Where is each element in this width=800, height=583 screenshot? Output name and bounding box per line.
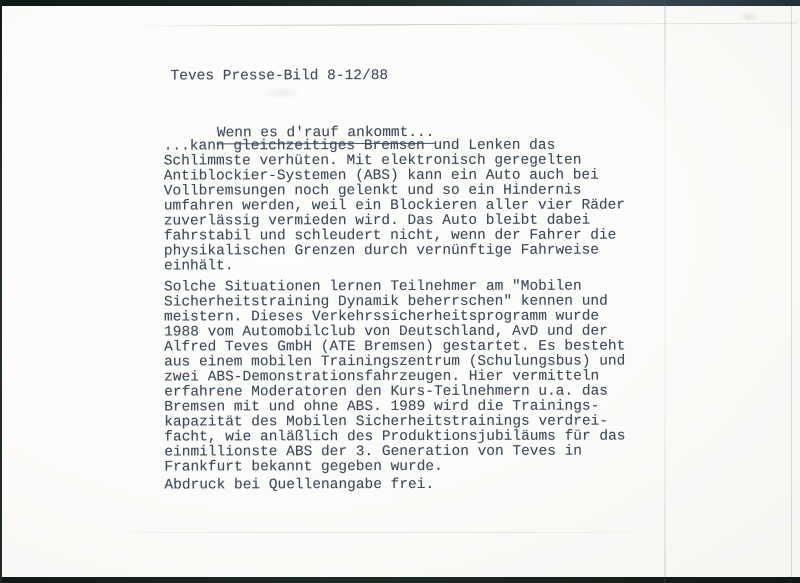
paragraph-2: Solche Situationen lernen Teilnehmer am "Mobilen Sicherheitstraining Dynamik beherrschen" kennen und meistern. Dieses Verkehrssicherheitsprogramm wurde 1988 vom Automobilclub von Deutschland, AvD und der Alfred Teves GmbH (ATE Bremsen) gestartet. Es besteht aus einem mobilen Trainingszentrum (Schulungsbus) und zwei ABS-Demonstrationsfahrzeugen. Hier vermitteln erfahrene Moderatoren den Kurs-Teilnehmern u.a. das Bremsen mit und ohne ABS. 1989 wird die Trainings- kapazität des Mobilen Sicherheitstrainings verdrei- facht, wie anläßlich des Produktionsjubiläums für das einmillionste ABS der 3. Generation von Teves in Frankfurt bekannt gegeben wurde. (163, 278, 626, 476)
paragraph-1: ...kann gleichzeitiges Bremsen und Lenken das Schlimmste verhüten. Mit elektronisch geregelten Antiblockier-Systemen (ABS) kann ein Auto auch bei Vollbremsungen noch gelenkt und so ein Hindernis umfahren werden, weil ein Blockieren aller vier Räder zuverlässig vermieden wird. Das Auto bleibt dabei fahrstabil und schleudert nicht, wenn der Fahrer die physikalischen Grenzen durch vernünftige Fahrweise einhält. (163, 137, 626, 275)
document-header: Teves Presse-Bild 8-12/88 (170, 68, 389, 85)
document-headline-text: Wenn es d'rauf ankommt... (217, 126, 435, 144)
reprint-notice: Abdruck bei Quellenangabe frei. (164, 476, 435, 494)
